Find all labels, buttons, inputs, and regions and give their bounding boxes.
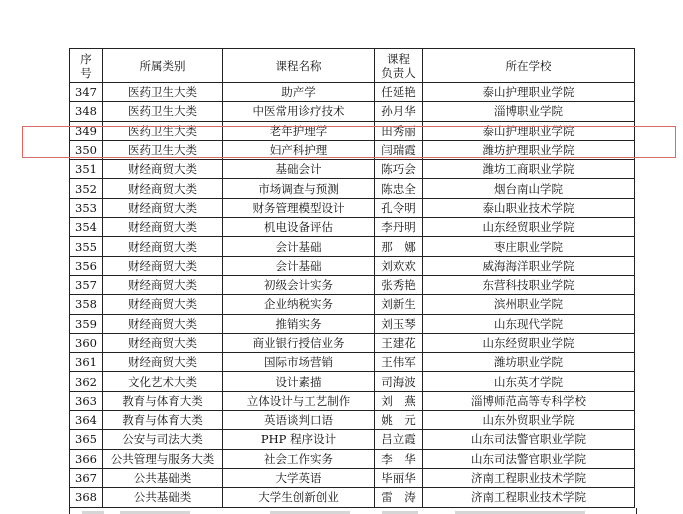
- cell-category: 公共管理与服务大类: [103, 449, 223, 468]
- cell-leader: 闫瑞霞: [375, 140, 423, 159]
- cell-category: 公共基础类: [103, 468, 223, 487]
- cell-course-name: 会计基础: [223, 237, 375, 256]
- table-row: [70, 468, 635, 487]
- cell-seq: 356: [70, 256, 103, 275]
- cell-school: 泰山护理职业学院: [423, 121, 635, 140]
- cell-course-name: 助产学: [223, 83, 375, 102]
- cell-course-name: 老年护理学: [223, 121, 375, 140]
- header-category: 所属类别: [103, 49, 223, 83]
- cell-school: 潍坊护理职业学院: [423, 140, 635, 159]
- cell-category: 财经商贸大类: [103, 333, 223, 352]
- cell-leader: 刘欢欢: [375, 256, 423, 275]
- cell-leader: 刘玉琴: [375, 314, 423, 333]
- table-row: [70, 140, 635, 159]
- cell-course-name: 商业银行授信业务: [223, 333, 375, 352]
- cell-school: 潍坊职业学院: [423, 353, 635, 372]
- table-row: [70, 83, 635, 102]
- cell-category: 教育与体育大类: [103, 391, 223, 410]
- cell-course-name: 会计基础: [223, 256, 375, 275]
- cell-leader: 陈巧会: [375, 160, 423, 179]
- cell-seq: 357: [70, 275, 103, 294]
- cell-course-name: 中医常用诊疗技术: [223, 102, 375, 121]
- cell-category: 财经商贸大类: [103, 353, 223, 372]
- cell-school: 济南工程职业技术学院: [423, 468, 635, 487]
- cell-course-name: 大学生创新创业: [223, 488, 375, 507]
- header-leader: 课程 负责人: [375, 49, 423, 83]
- cell-leader: 田秀丽: [375, 121, 423, 140]
- cell-category: 公安与司法大类: [103, 430, 223, 449]
- cell-category: 教育与体育大类: [103, 411, 223, 430]
- cell-course-name: 国际市场营销: [223, 353, 375, 372]
- cell-seq: 367: [70, 468, 103, 487]
- table-row: [70, 160, 635, 179]
- cell-seq: 355: [70, 237, 103, 256]
- cell-leader: 刘新生: [375, 295, 423, 314]
- table-row: [70, 372, 635, 391]
- cell-leader: 雷 涛: [375, 488, 423, 507]
- cell-category: 财经商贸大类: [103, 314, 223, 333]
- header-course-name: 课程名称: [223, 49, 375, 83]
- cell-course-name: 社会工作实务: [223, 449, 375, 468]
- cell-seq: 368: [70, 488, 103, 507]
- cell-school: 山东经贸职业学院: [423, 218, 635, 237]
- cell-school: 山东经贸职业学院: [423, 333, 635, 352]
- cell-school: 淄博职业学院: [423, 102, 635, 121]
- cell-school: 山东英才学院: [423, 372, 635, 391]
- cell-course-name: 英语谈判口语: [223, 411, 375, 430]
- cell-category: 财经商贸大类: [103, 198, 223, 217]
- cell-seq: 352: [70, 179, 103, 198]
- cell-seq: 351: [70, 160, 103, 179]
- cell-category: 公共基础类: [103, 488, 223, 507]
- cell-leader: 刘 燕: [375, 391, 423, 410]
- table-row: [70, 198, 635, 217]
- cell-category: 财经商贸大类: [103, 275, 223, 294]
- cell-seq: 361: [70, 353, 103, 372]
- cell-course-name: 财务管理模型设计: [223, 198, 375, 217]
- cell-seq: 349: [70, 121, 103, 140]
- cell-leader: 张秀艳: [375, 275, 423, 294]
- table-row: [70, 218, 635, 237]
- cell-course-name: 大学英语: [223, 468, 375, 487]
- cell-school: 威海海洋职业学院: [423, 256, 635, 275]
- cell-school: 山东外贸职业学院: [423, 411, 635, 430]
- table-body: [70, 83, 635, 508]
- cell-seq: 354: [70, 218, 103, 237]
- cell-category: 财经商贸大类: [103, 160, 223, 179]
- table-row: [70, 295, 635, 314]
- cell-school: 山东司法警官职业学院: [423, 449, 635, 468]
- cell-school: 潍坊工商职业学院: [423, 160, 635, 179]
- cell-leader: 王建花: [375, 333, 423, 352]
- cell-school: 枣庄职业学院: [423, 237, 635, 256]
- cell-course-name: 初级会计实务: [223, 275, 375, 294]
- table-row: [70, 411, 635, 430]
- cell-seq: 353: [70, 198, 103, 217]
- table-row: [70, 121, 635, 140]
- cell-seq: 365: [70, 430, 103, 449]
- cell-category: 财经商贸大类: [103, 295, 223, 314]
- cell-leader: 那 娜: [375, 237, 423, 256]
- cell-seq: 366: [70, 449, 103, 468]
- cell-seq: 359: [70, 314, 103, 333]
- cell-seq: 362: [70, 372, 103, 391]
- cell-school: 山东司法警官职业学院: [423, 430, 635, 449]
- cell-leader: 王伟军: [375, 353, 423, 372]
- cell-course-name: 市场调查与预测: [223, 179, 375, 198]
- cell-course-name: PHP 程序设计: [223, 430, 375, 449]
- cell-leader: 毕丽华: [375, 468, 423, 487]
- cell-seq: 363: [70, 391, 103, 410]
- cell-school: 东营科技职业学院: [423, 275, 635, 294]
- cell-course-name: 立体设计与工艺制作: [223, 391, 375, 410]
- table-row: [70, 102, 635, 121]
- table-row: [70, 353, 635, 372]
- header-seq: 序 号: [70, 49, 103, 83]
- cell-leader: 李 华: [375, 449, 423, 468]
- cell-category: 医药卫生大类: [103, 102, 223, 121]
- cell-seq: 348: [70, 102, 103, 121]
- cell-category: 财经商贸大类: [103, 218, 223, 237]
- cell-leader: 李丹明: [375, 218, 423, 237]
- course-table: [69, 48, 635, 508]
- cell-category: 财经商贸大类: [103, 256, 223, 275]
- table-row: [70, 430, 635, 449]
- cell-school: 烟台南山学院: [423, 179, 635, 198]
- cell-leader: 吕立霞: [375, 430, 423, 449]
- cell-leader: 孙月华: [375, 102, 423, 121]
- cell-school: 山东现代学院: [423, 314, 635, 333]
- cell-school: 泰山护理职业学院: [423, 83, 635, 102]
- cell-seq: 360: [70, 333, 103, 352]
- cell-course-name: 机电设备评估: [223, 218, 375, 237]
- table-row: [70, 237, 635, 256]
- cell-course-name: 企业纳税实务: [223, 295, 375, 314]
- cell-school: 泰山职业技术学院: [423, 198, 635, 217]
- cell-course-name: 设计素描: [223, 372, 375, 391]
- header-school: 所在学校: [423, 49, 635, 83]
- cell-category: 医药卫生大类: [103, 83, 223, 102]
- cell-leader: 任延艳: [375, 83, 423, 102]
- cell-category: 医药卫生大类: [103, 140, 223, 159]
- cell-leader: 孔令明: [375, 198, 423, 217]
- table-row: [70, 333, 635, 352]
- table-row: [70, 179, 635, 198]
- cell-seq: 350: [70, 140, 103, 159]
- cell-leader: 陈忠全: [375, 179, 423, 198]
- table-row: [70, 314, 635, 333]
- cell-seq: 364: [70, 411, 103, 430]
- cut-off-row: [69, 508, 637, 514]
- cell-course-name: 推销实务: [223, 314, 375, 333]
- cell-course-name: 基础会计: [223, 160, 375, 179]
- table-row: [70, 275, 635, 294]
- cell-leader: 司海波: [375, 372, 423, 391]
- cell-school: 济南工程职业技术学院: [423, 488, 635, 507]
- cell-category: 文化艺术大类: [103, 372, 223, 391]
- cell-category: 财经商贸大类: [103, 237, 223, 256]
- cell-school: 滨州职业学院: [423, 295, 635, 314]
- cell-category: 财经商贸大类: [103, 179, 223, 198]
- table-row: [70, 488, 635, 507]
- cell-school: 淄博师范高等专科学校: [423, 391, 635, 410]
- cell-seq: 347: [70, 83, 103, 102]
- table-row: [70, 391, 635, 410]
- cell-category: 医药卫生大类: [103, 121, 223, 140]
- cell-course-name: 妇产科护理: [223, 140, 375, 159]
- cell-seq: 358: [70, 295, 103, 314]
- table-header-row: [70, 49, 635, 83]
- cell-leader: 姚 元: [375, 411, 423, 430]
- table-row: [70, 256, 635, 275]
- table-row: [70, 449, 635, 468]
